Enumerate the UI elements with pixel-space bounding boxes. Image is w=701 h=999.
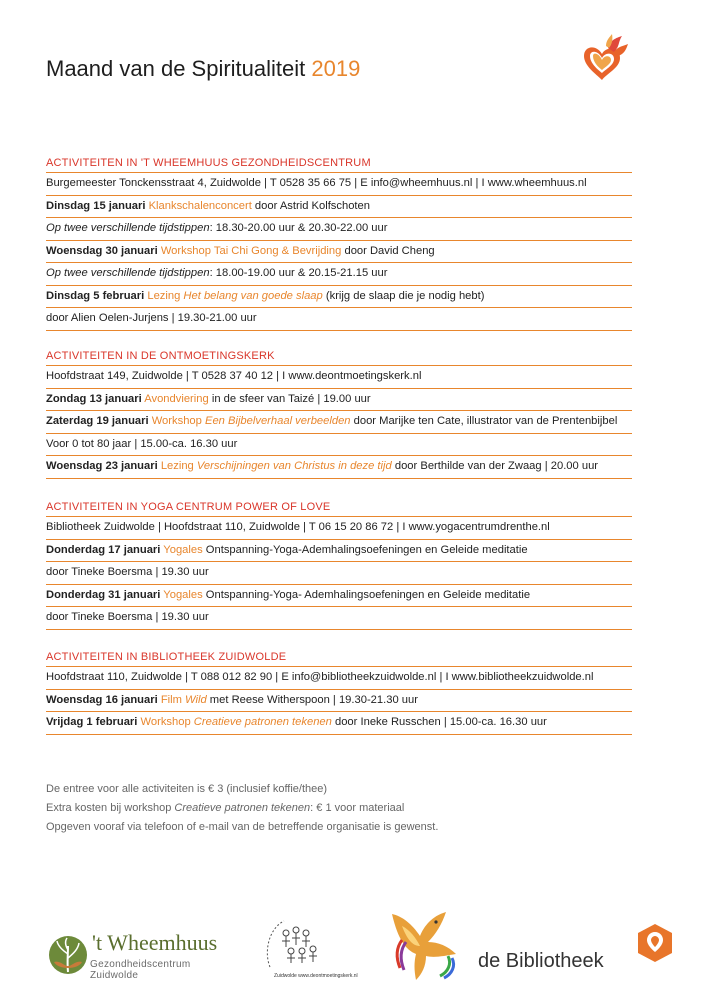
wheemhuus-sub: Gezondheidscentrum Zuidwolde <box>90 959 191 981</box>
ontmoetingskerk-logo <box>262 915 372 985</box>
library-icon <box>634 922 676 964</box>
detail-row: door Tineke Boersma | 19.30 uur <box>46 607 632 630</box>
event-row: Donderdag 31 januari Yogales Ontspanning-Yoga- Ademhalingsoefeningen en Geleide meditatie <box>46 585 632 608</box>
event-row: Vrijdag 1 februari Workshop Creatieve patronen tekenen door Ineke Russchen | 15.00-ca. 16.30 uur <box>46 712 632 735</box>
phoenix-icon <box>386 906 464 982</box>
event-row: Dinsdag 5 februari Lezing Het belang van goede slaap (krijg de slaap die je nodig hebt) <box>46 286 632 309</box>
address-row: Burgemeester Tonckensstraat 4, Zuidwolde | T 0528 35 66 75 | E info@wheemhuus.nl | I www.wheemhuus.nl <box>46 173 632 196</box>
time-row: Op twee verschillende tijdstippen: 18.00-19.00 uur & 20.15-21.15 uur <box>46 263 632 286</box>
detail-row: Voor 0 tot 80 jaar | 15.00-ca. 16.30 uur <box>46 434 632 457</box>
detail-row: door Alien Oelen-Jurjens | 19.30-21.00 uur <box>46 308 632 331</box>
section-title: ACTIVITEITEN IN BIBLIOTHEEK ZUIDWOLDE <box>46 648 632 667</box>
note-line: Extra kosten bij workshop Creatieve patronen tekenen: € 1 voor materiaal <box>46 802 405 814</box>
event-row: Zaterdag 19 januari Workshop Een Bijbelverhaal verbeelden door Marijke ten Cate, illustrator van de Prentenbijbel <box>46 411 632 434</box>
section-ontmoetingskerk <box>46 347 632 479</box>
wheemhuus-logo <box>48 930 233 980</box>
section-bibliotheek <box>46 648 632 735</box>
address-row: Bibliotheek Zuidwolde | Hoofdstraat 110, Zuidwolde | T 06 15 20 86 72 | I www.yogacentrumdrenthe.nl <box>46 517 632 540</box>
title-year: 2019 <box>311 56 361 81</box>
section-title: ACTIVITEITEN IN DE ONTMOETINGSKERK <box>46 347 632 366</box>
note-line: De entree voor alle activiteiten is € 3 (inclusief koffie/thee) <box>46 783 328 795</box>
wheemhuus-name: 't Wheemhuus <box>92 930 218 955</box>
tree-icon <box>48 932 88 978</box>
event-row: Zondag 13 januari Avondviering in de sfeer van Taizé | 19.00 uur <box>46 389 632 412</box>
bibliotheek-logo <box>478 922 678 977</box>
event-row: Dinsdag 15 januari Klankschalenconcert door Astrid Kolfschoten <box>46 196 632 219</box>
people-icon <box>262 915 372 975</box>
event-row: Woensdag 23 januari Lezing Verschijningen van Christus in deze tijd door Berthilde van der Zwaag | 20.00 uur <box>46 456 632 479</box>
section-title: ACTIVITEITEN IN YOGA CENTRUM POWER OF LOVE <box>46 498 632 517</box>
event-row: Woensdag 16 januari Film Wild met Reese Witherspoon | 19.30-21.30 uur <box>46 690 632 713</box>
event-row: Woensdag 30 januari Workshop Tai Chi Gong & Bevrijding door David Cheng <box>46 241 632 264</box>
note-line: Opgeven vooraf via telefoon of e-mail van de betreffende organisatie is gewenst. <box>46 821 439 833</box>
bibliotheek-name: de Bibliotheek <box>478 950 604 972</box>
section-yoga <box>46 498 632 630</box>
time-row: Op twee verschillende tijdstippen: 18.30-20.00 uur & 20.30-22.00 uur <box>46 218 632 241</box>
page-title: Maand van de Spiritualiteit 2019 <box>46 56 361 81</box>
section-title: ACTIVITEITEN IN 'T WHEEMHUUS GEZONDHEIDSCENTRUM <box>46 154 632 173</box>
ontmoetingskerk-url: Zuidwolde www.deontmoetingskerk.nl <box>274 973 358 979</box>
flame-heart-icon <box>578 34 630 82</box>
notes <box>46 780 438 837</box>
section-wheemhuus <box>46 154 632 331</box>
address-row: Hoofdstraat 149, Zuidwolde | T 0528 37 40 12 | I www.deontmoetingskerk.nl <box>46 366 632 389</box>
detail-row: door Tineke Boersma | 19.30 uur <box>46 562 632 585</box>
event-row: Donderdag 17 januari Yogales Ontspanning-Yoga-Ademhalingsoefeningen en Geleide meditatie <box>46 540 632 563</box>
address-row: Hoofdstraat 110, Zuidwolde | T 088 012 82 90 | E info@bibliotheekzuidwolde.nl | I www.bibliotheekzuidwolde.nl <box>46 667 632 690</box>
